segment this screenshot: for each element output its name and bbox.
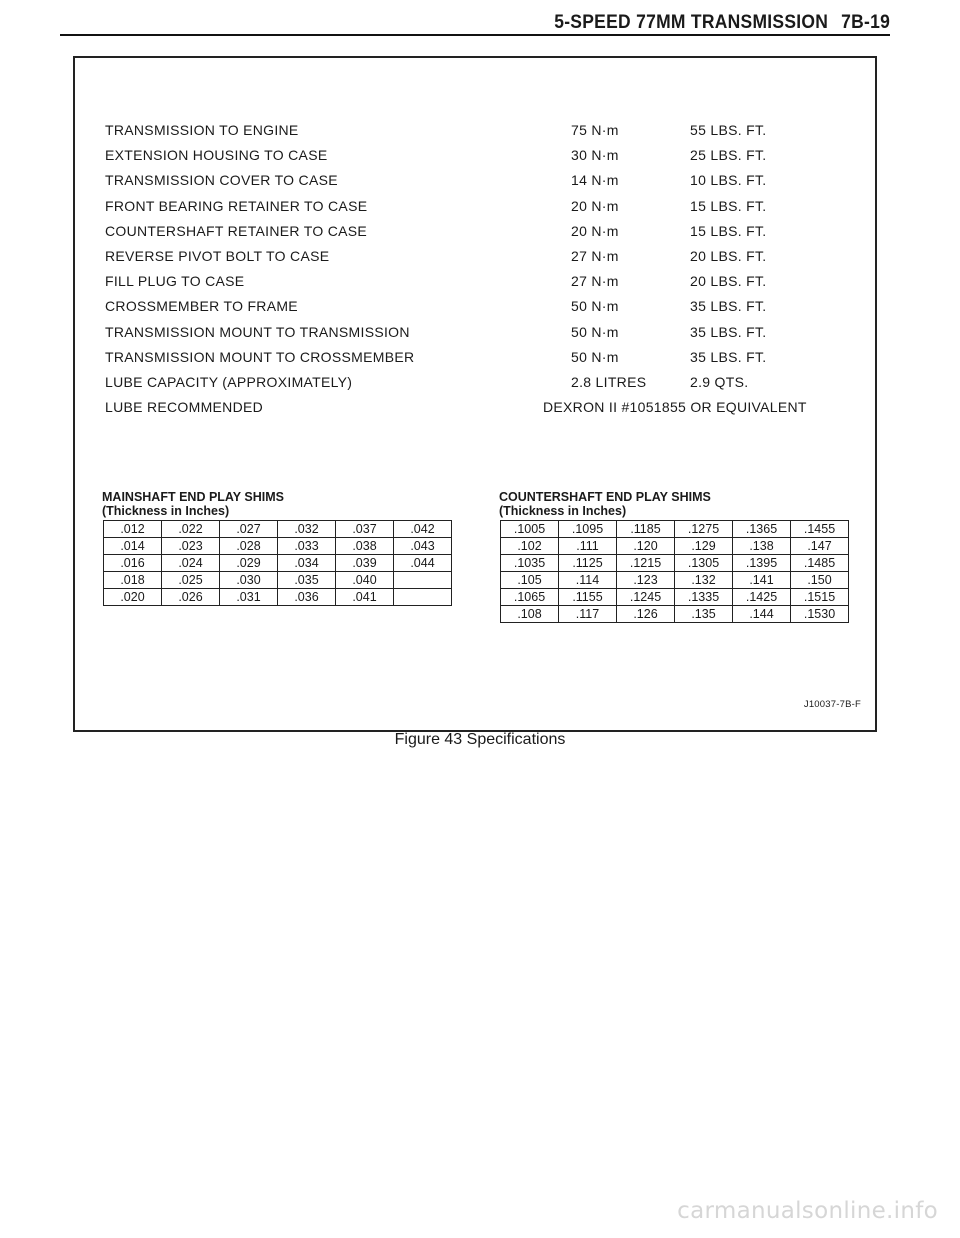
spec-item: LUBE CAPACITY (APPROXIMATELY)	[105, 373, 353, 390]
shim-cell: .1425	[733, 589, 791, 606]
torque-spec-list	[105, 118, 845, 420]
spec-item: FRONT BEARING RETAINER TO CASE	[105, 197, 368, 214]
spec-row	[105, 143, 845, 168]
spec-english: 2.9 QTS.	[690, 373, 749, 390]
shim-cell: .039	[336, 555, 394, 572]
shim-cell: .138	[733, 538, 791, 555]
shim-row	[104, 521, 452, 538]
shim-row	[501, 606, 849, 623]
spec-english: 20 LBS. FT.	[690, 273, 767, 290]
page-number: 7B-19	[841, 12, 890, 33]
spec-row	[105, 168, 845, 193]
spec-metric: 20 N·m	[571, 222, 619, 239]
shim-cell: .1365	[733, 521, 791, 538]
shim-row	[104, 572, 452, 589]
shim-cell: .035	[278, 572, 336, 589]
shim-cell: .042	[394, 521, 452, 538]
shim-cell: .027	[220, 521, 278, 538]
shim-row	[501, 538, 849, 555]
shim-cell: .1530	[791, 606, 849, 623]
shim-row	[501, 572, 849, 589]
shim-cell: .135	[675, 606, 733, 623]
spec-metric: 50 N·m	[571, 348, 619, 365]
spec-row	[105, 244, 845, 269]
shim-cell: .043	[394, 538, 452, 555]
shim-cell: .132	[675, 572, 733, 589]
shim-cell: .1335	[675, 589, 733, 606]
shim-cell: .018	[104, 572, 162, 589]
shim-row	[104, 538, 452, 555]
shim-cell: .1155	[559, 589, 617, 606]
shim-cell: .034	[278, 555, 336, 572]
spec-english: 15 LBS. FT.	[690, 197, 767, 214]
spec-english: 20 LBS. FT.	[690, 247, 767, 264]
shim-cell: .1275	[675, 521, 733, 538]
countershaft-shims	[499, 490, 849, 623]
spec-metric: 14 N·m	[571, 172, 619, 189]
shim-row	[501, 521, 849, 538]
shim-cell: .147	[791, 538, 849, 555]
shim-cell	[394, 589, 452, 606]
spec-item: TRANSMISSION TO ENGINE	[105, 122, 299, 138]
spec-metric: 20 N·m	[571, 197, 619, 214]
page-header	[554, 12, 890, 34]
spec-item: TRANSMISSION MOUNT TO CROSSMEMBER	[105, 348, 415, 365]
spec-row	[105, 370, 845, 395]
shim-cell: .114	[559, 572, 617, 589]
shim-cell: .111	[559, 538, 617, 555]
spec-item: CROSSMEMBER TO FRAME	[105, 298, 298, 315]
shim-cell: .105	[501, 572, 559, 589]
shim-cell: .1125	[559, 555, 617, 572]
shim-cell: .1035	[501, 555, 559, 572]
figure-caption: Figure 43 Specifications	[394, 731, 566, 748]
shim-cell: .1455	[791, 521, 849, 538]
shim-cell: .102	[501, 538, 559, 555]
shim-cell	[394, 572, 452, 589]
shim-cell: .026	[162, 589, 220, 606]
lube-label: LUBE RECOMMENDED	[105, 399, 264, 416]
shim-cell: .040	[336, 572, 394, 589]
shim-cell: .117	[559, 606, 617, 623]
shim-cell: .031	[220, 589, 278, 606]
shim-cell: .120	[617, 538, 675, 555]
spec-metric: 75 N·m	[571, 122, 619, 138]
spec-row	[105, 118, 845, 143]
spec-row	[105, 345, 845, 370]
shim-cell: .028	[220, 538, 278, 555]
spec-metric: 27 N·m	[571, 247, 619, 264]
shim-cell: .032	[278, 521, 336, 538]
shim-cell: .123	[617, 572, 675, 589]
spec-metric: 50 N·m	[571, 298, 619, 315]
spec-row	[105, 219, 845, 244]
shim-cell: .020	[104, 589, 162, 606]
shim-cell: .012	[104, 521, 162, 538]
watermark: carmanualsonline.info	[677, 1198, 938, 1224]
spec-item: COUNTERSHAFT RETAINER TO CASE	[105, 222, 368, 239]
shim-cell: .023	[162, 538, 220, 555]
spec-english: 15 LBS. FT.	[690, 222, 767, 239]
shim-cell: .036	[278, 589, 336, 606]
shim-row	[104, 589, 452, 606]
mainshaft-shims	[102, 490, 452, 606]
spec-item: TRANSMISSION COVER TO CASE	[105, 172, 338, 189]
shim-row	[501, 555, 849, 572]
shim-cell: .150	[791, 572, 849, 589]
shim-cell: .029	[220, 555, 278, 572]
lube-value: DEXRON II #1051855 OR EQUIVALENT	[543, 399, 807, 416]
spec-metric: 30 N·m	[571, 147, 619, 164]
shim-cell: .041	[336, 589, 394, 606]
shim-cell: .1215	[617, 555, 675, 572]
spec-english: 25 LBS. FT.	[690, 147, 767, 164]
spec-item: REVERSE PIVOT BOLT TO CASE	[105, 247, 330, 264]
mainshaft-table	[103, 520, 452, 606]
countershaft-table	[500, 520, 849, 623]
spec-english: 35 LBS. FT.	[690, 298, 767, 315]
shim-cell: .1065	[501, 589, 559, 606]
shim-cell: .044	[394, 555, 452, 572]
spec-english: 55 LBS. FT.	[690, 122, 767, 138]
shim-cell: .037	[336, 521, 394, 538]
spec-item: TRANSMISSION MOUNT TO TRANSMISSION	[105, 323, 410, 340]
shim-row	[501, 589, 849, 606]
figure-frame	[73, 56, 877, 732]
spec-row	[105, 320, 845, 345]
spec-row-lube	[105, 395, 845, 420]
shim-cell: .144	[733, 606, 791, 623]
header-title: 5-SPEED 77MM TRANSMISSION	[554, 12, 829, 33]
shim-cell: .033	[278, 538, 336, 555]
shim-cell: .1245	[617, 589, 675, 606]
mainshaft-title: MAINSHAFT END PLAY SHIMS	[102, 490, 284, 504]
countershaft-title: COUNTERSHAFT END PLAY SHIMS	[499, 490, 711, 504]
mainshaft-subtitle: (Thickness in Inches)	[102, 504, 230, 518]
spec-row	[105, 269, 845, 294]
header-rule	[60, 34, 890, 36]
shim-cell: .1095	[559, 521, 617, 538]
shim-cell: .129	[675, 538, 733, 555]
shim-cell: .1005	[501, 521, 559, 538]
figure-code: J10037-7B-F	[803, 699, 861, 710]
spec-metric: 50 N·m	[571, 323, 619, 340]
spec-item: FILL PLUG TO CASE	[105, 273, 245, 290]
spec-metric: 27 N·m	[571, 273, 619, 290]
shim-cell: .025	[162, 572, 220, 589]
shim-cell: .024	[162, 555, 220, 572]
shim-cell: .1515	[791, 589, 849, 606]
shim-cell: .1395	[733, 555, 791, 572]
spec-english: 35 LBS. FT.	[690, 323, 767, 340]
shim-cell: .014	[104, 538, 162, 555]
spec-english: 10 LBS. FT.	[690, 172, 767, 189]
spec-english: 35 LBS. FT.	[690, 348, 767, 365]
spec-metric: 2.8 LITRES	[571, 373, 647, 390]
shim-cell: .1185	[617, 521, 675, 538]
shim-cell: .022	[162, 521, 220, 538]
spec-row	[105, 294, 845, 319]
spec-row	[105, 194, 845, 219]
countershaft-subtitle: (Thickness in Inches)	[499, 504, 627, 518]
shim-row	[104, 555, 452, 572]
shim-cell: .126	[617, 606, 675, 623]
shim-cell: .108	[501, 606, 559, 623]
shim-cell: .141	[733, 572, 791, 589]
shim-cell: .030	[220, 572, 278, 589]
spec-item: EXTENSION HOUSING TO CASE	[105, 147, 328, 164]
shim-cell: .1485	[791, 555, 849, 572]
shim-cell: .016	[104, 555, 162, 572]
shim-cell: .1305	[675, 555, 733, 572]
shim-cell: .038	[336, 538, 394, 555]
